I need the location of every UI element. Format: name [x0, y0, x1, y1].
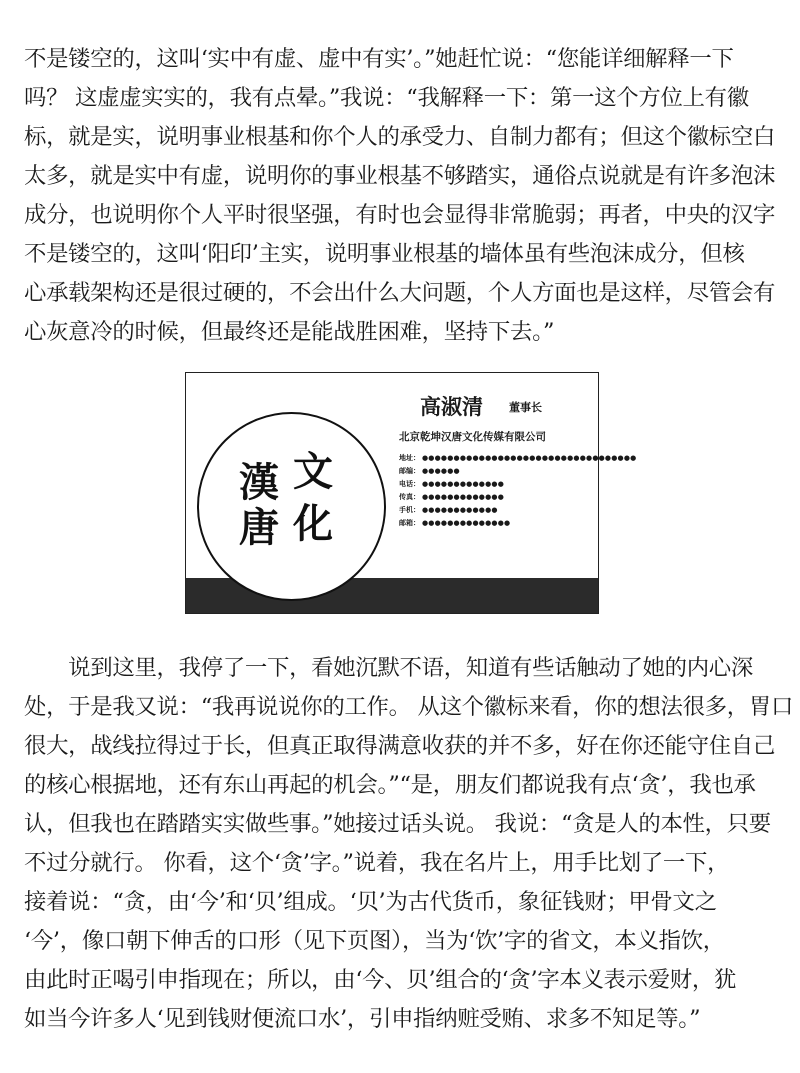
logo-char: 文 [293, 449, 333, 495]
text-line: 的核心根据地，还有东山再起的机会。”“是，朋友们都说我有点‘贪’，我也承 [24, 772, 756, 798]
text-line: 由此时正喝引申指现在；所以，由‘今、贝’组合的‘贪’字本义表示爱财，犹 [24, 967, 737, 993]
field-value: ●●●●●●●●●●●●●● [422, 519, 511, 527]
business-card-figure [185, 372, 637, 614]
logo-char: 唐 [239, 505, 279, 551]
text-line: 说到这里，我停了一下，看她沉默不语，知道有些话触动了她的内心深 [24, 655, 753, 681]
text-line: 不是镂空的，这叫‘实中有虚、虚中有实’。”她赶忙说：“您能详细解释一下 [24, 46, 734, 72]
card-field [399, 466, 460, 476]
field-value: ●●●●●●●●●●●● [422, 506, 498, 514]
field-value: ●●●●●●●●●●●●● [422, 493, 505, 501]
field-label: 手机： [399, 506, 420, 514]
text-line: 如当今许多人‘见到钱财便流口水’，引申指纳赃受贿、求多不知足等。” [24, 1006, 701, 1032]
text-line: 成分，也说明你个人平时很坚强，有时也会显得非常脆弱；再者，中央的汉字 [24, 202, 776, 228]
text-line: 太多，就是实中有虚，说明你的事业根基不够踏实，通俗点说就是有许多泡沫 [24, 163, 776, 189]
field-label: 电话： [399, 480, 420, 488]
field-label: 传真： [399, 493, 420, 501]
text-line: ‘今’，像口朝下伸舌的口形（见下页图），当为‘饮’字的省文，本义指饮， [24, 928, 725, 954]
text-line: 心承载架构还是很过硬的，不会出什么大问题，个人方面也是这样，尽管会有 [24, 280, 776, 306]
field-label: 地址： [399, 454, 420, 462]
text-line: 心灰意冷的时候，但最终还是能战胜困难，坚持下去。” [24, 319, 555, 345]
logo-char: 漢 [239, 460, 279, 506]
text-line: 标，就是实，说明事业根基和你个人的承受力、自制力都有；但这个徽标空白 [24, 124, 776, 150]
logo-char: 化 [293, 501, 333, 547]
card-field [399, 492, 504, 502]
text-line: 不是镂空的，这叫‘阳印’主实，说明事业根基的墙体虽有些泡沫成分，但核 [24, 241, 745, 267]
card-field [399, 479, 504, 489]
card-field [399, 453, 636, 463]
text-line: 接着说：“贪，由‘今’和‘贝’组成。‘贝’为古代货币，象征钱财；甲骨文之 [24, 889, 717, 915]
text-line: 不过分就行。 你看，这个‘贪’字。”说着，我在名片上，用手比划了一下， [24, 850, 730, 876]
field-value: ●●●●●● [422, 467, 460, 475]
text-line: 处，于是我又说：“我再说说你的工作。 从这个徽标来看，你的想法很多，胃口 [24, 694, 794, 720]
text-line: 吗？ 这虚虚实实的，我有点晕。”我说：“我解释一下：第一这个方位上有徽 [24, 85, 749, 111]
text-line: 认，但我也在踏踏实实做些事。”她接过话头说。 我说：“贪是人的本性，只要 [24, 811, 771, 837]
card-company: 北京乾坤汉唐文化传媒有限公司 [399, 431, 546, 443]
card-field [399, 505, 498, 515]
field-value: ●●●●●●●●●●●●●●●●●●●●●●●●●●●●●●●●●● [422, 454, 637, 462]
field-label: 邮箱： [399, 519, 420, 527]
field-value: ●●●●●●●●●●●●● [422, 480, 505, 488]
field-label: 邮编： [399, 467, 420, 475]
card-title: 董事长 [509, 401, 542, 414]
card-name: 高淑清 [420, 395, 483, 419]
text-line: 很大，战线拉得过于长，但真正取得满意收获的并不多，好在你还能守住自己 [24, 733, 776, 759]
logo-circle [197, 412, 386, 601]
card-field [399, 518, 510, 528]
